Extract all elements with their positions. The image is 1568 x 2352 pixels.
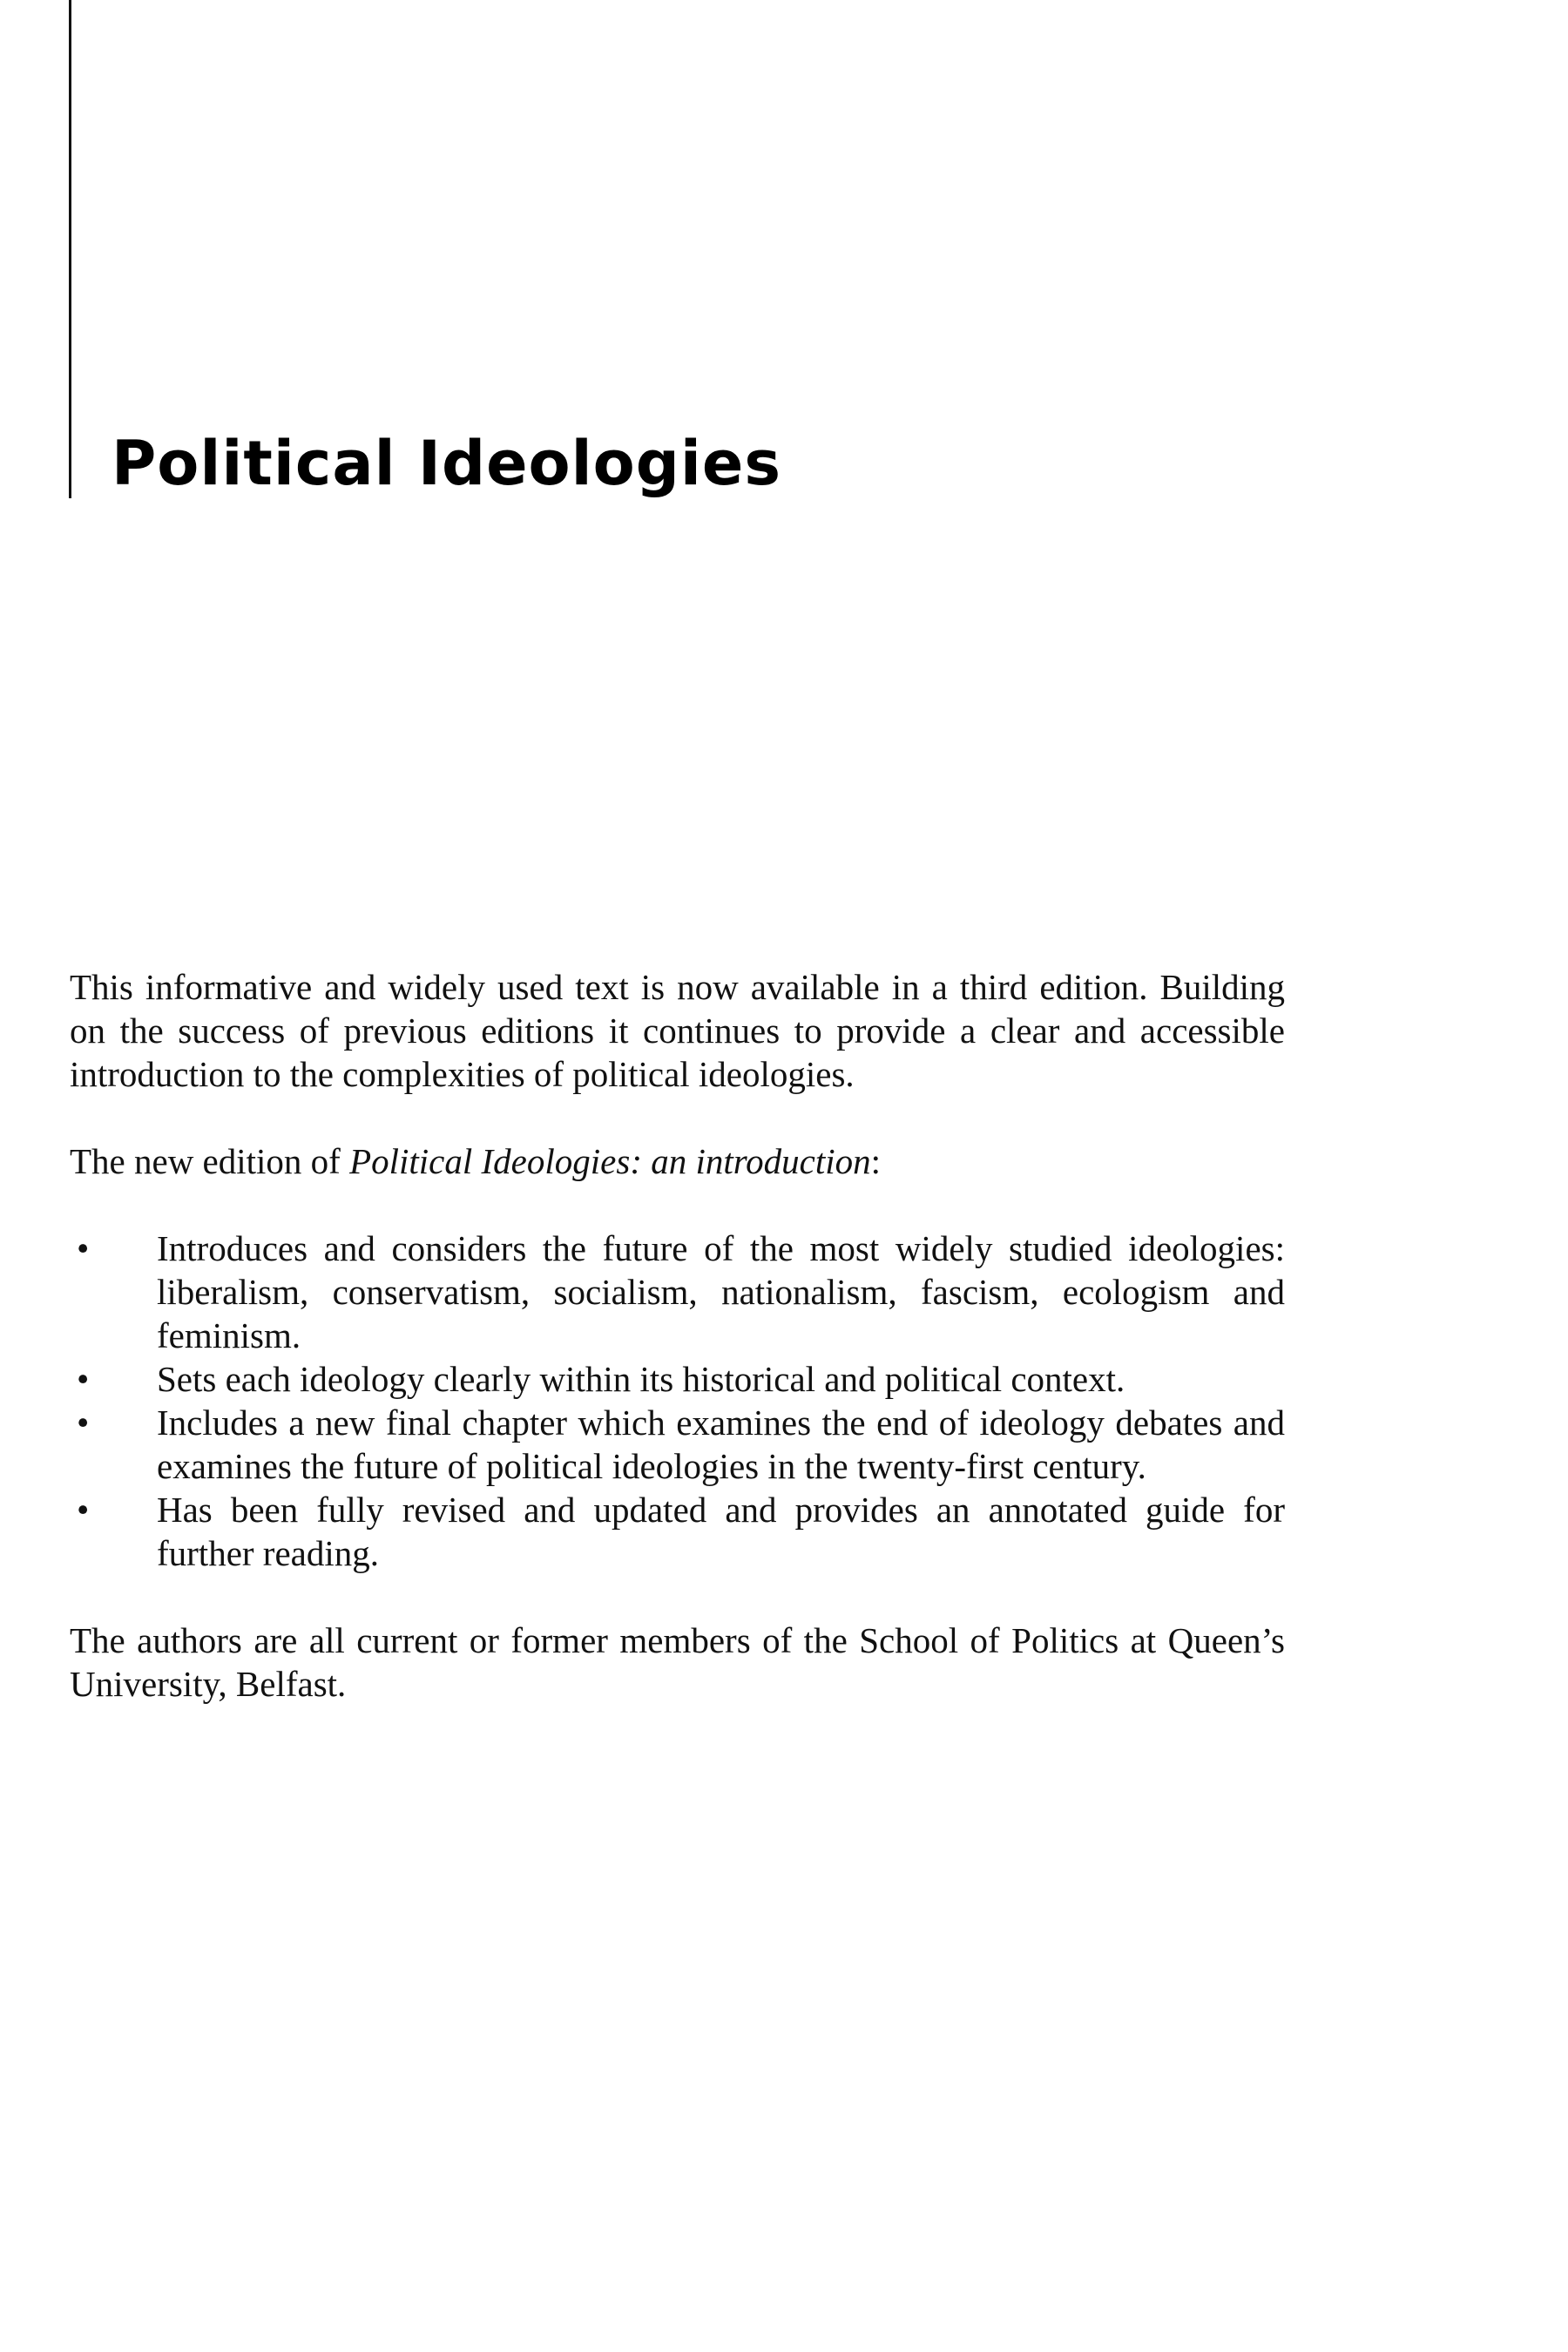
bullet-icon: • [77,1490,90,1530]
list-item-text: Includes a new final chapter which examines the end of ideology debates and examines the future of political ideologies in the twenty-first century. [157,1402,1285,1486]
list-item [70,1357,1285,1401]
book-title: Political Ideologies: an introduction [349,1141,871,1181]
authors-paragraph: The authors are all current or former members of the School of Politics at Queen’s University, Belfast. [70,1620,1285,1704]
list-item [70,1227,1285,1357]
paragraph-gap [70,1096,1285,1139]
list-item-text: Introduces and considers the future of the most widely studied ideologies: liberalism, conservatism, socialism, nationalism, fascism, ecologism and feminism. [157,1228,1285,1355]
bullet-icon: • [77,1228,90,1268]
feature-list [70,1227,1285,1575]
intro-paragraph: This informative and widely used text is now available in a third edition. Building on the success of previous editions it continues to provide a clear and accessible introduction to the complexities of political ideologies. [70,967,1285,1094]
edition-line [70,1139,1285,1183]
paragraph-gap [70,1183,1285,1227]
edition-line-prefix: The new edition of [70,1141,350,1181]
blurb-body [70,965,1285,1706]
list-item-text: Has been fully revised and updated and provides an annotated guide for further reading. [157,1490,1285,1573]
list-item [70,1401,1285,1488]
bullet-icon: • [77,1359,90,1399]
paragraph-gap [70,1575,1285,1619]
edition-line-suffix: : [870,1141,882,1181]
page-title: Political Ideologies [112,428,781,499]
list-item [70,1488,1285,1575]
bullet-icon: • [77,1402,90,1443]
list-item-text: Sets each ideology clearly within its historical and political context. [157,1359,1125,1399]
vertical-rule [69,0,71,498]
